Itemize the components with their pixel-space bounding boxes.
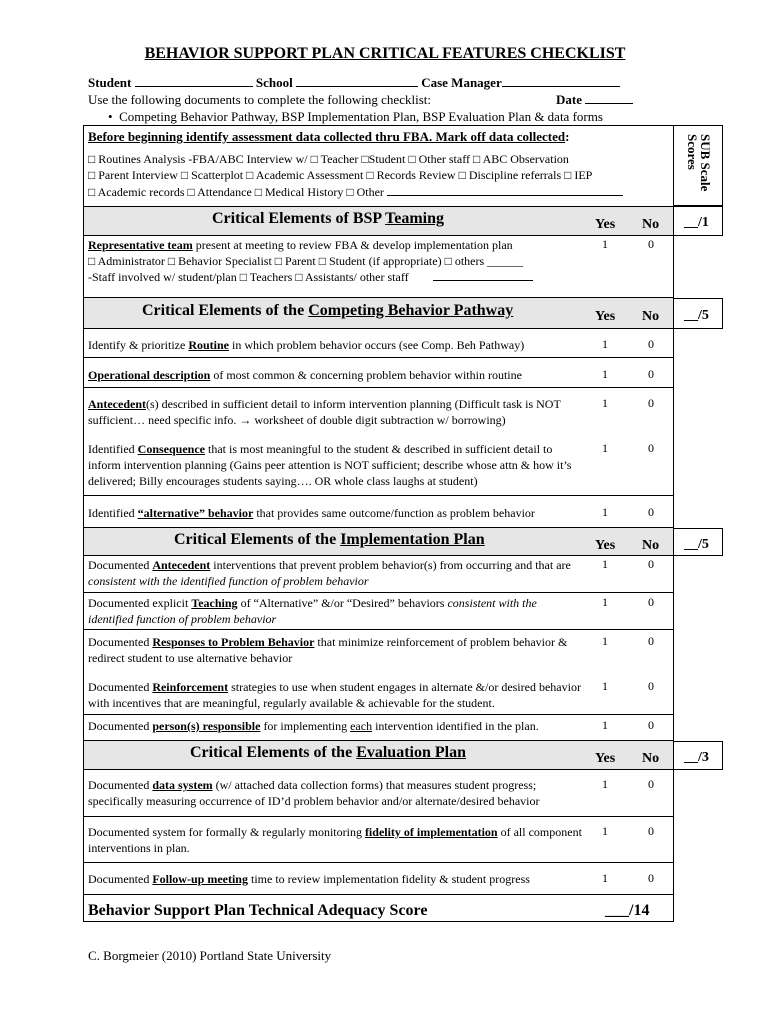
total-label: Behavior Support Plan Technical Adequacy Score	[88, 902, 428, 919]
pathway-title-u: Competing Behavior Pathway	[308, 302, 514, 319]
eval-row-fidelity	[88, 824, 583, 856]
row-text-post: of “Alternative” &/or “Desired” behaviors	[237, 596, 448, 610]
school-field[interactable]	[296, 75, 418, 87]
fidelity-label: fidelity of implementation	[364, 825, 498, 839]
pathway-row-operational	[88, 367, 583, 383]
student-field[interactable]	[135, 75, 253, 87]
fba-line-3-text: □ Academic records □ Attendance □ Medical History □ Other	[88, 185, 384, 199]
yes-value[interactable]: 1	[602, 237, 608, 251]
page-title: BEHAVIOR SUPPORT PLAN CRITICAL FEATURES CHECKLIST	[144, 45, 626, 62]
yes-value[interactable]: 1	[602, 824, 608, 838]
row-text-post: (w/ attached data collection forms) that measures student progress; specifically measuring occurrence of ID’d problem behavior and/or alternate/desired behavior	[88, 778, 540, 808]
document-bullet	[108, 109, 603, 125]
divider	[83, 894, 674, 895]
evaluation-score[interactable]: __/3	[684, 750, 709, 765]
pathway-row-alternative	[88, 505, 583, 521]
teaming-title-pre: Critical Elements of BSP	[212, 210, 386, 227]
teaming-title-u: Teaming	[385, 210, 445, 227]
fba-heading	[88, 129, 569, 145]
pathway-title	[142, 302, 513, 320]
pathway-row-consequence	[88, 441, 583, 489]
impl-row-responses	[88, 634, 583, 666]
implementation-title-u: Implementation Plan	[340, 531, 485, 548]
implementation-score-box	[673, 528, 723, 556]
divider	[83, 769, 674, 770]
total-score[interactable]: ___/14	[605, 902, 650, 919]
row-text-post: of all component interventions in plan.	[88, 825, 582, 855]
date-line	[556, 92, 633, 108]
teaming-score[interactable]: __/1	[684, 215, 709, 230]
row-text-post: that minimize reinforcement of problem behavior & redirect student to use alternative behavior	[88, 635, 568, 665]
date-field[interactable]	[585, 92, 633, 104]
yes-value[interactable]: 1	[602, 557, 608, 571]
no-value[interactable]: 0	[648, 505, 654, 519]
eval-row-data-system	[88, 777, 583, 809]
yes-header: Yes	[595, 751, 616, 766]
yes-value[interactable]: 1	[602, 718, 608, 732]
pathway-row-routine	[88, 337, 583, 353]
bullet-text: Competing Behavior Pathway, BSP Implementation Plan, BSP Evaluation Plan & data forms	[119, 109, 603, 124]
no-value[interactable]: 0	[648, 679, 654, 693]
row-text-post: interventions that prevent problem behavior(s) from occurring and that are	[210, 558, 571, 572]
row-text-pre: Documented	[88, 719, 153, 733]
eval-row-followup	[88, 871, 583, 887]
bullet-icon: •	[108, 109, 113, 124]
student-info-line	[88, 75, 620, 91]
yes-header: Yes	[595, 538, 616, 553]
no-header: No	[642, 309, 660, 324]
fba-heading-text: Before beginning identify assessment data collected thru FBA. Mark off data collected	[88, 129, 566, 144]
fba-colon: :	[565, 129, 570, 144]
divider	[83, 495, 674, 496]
yes-header: Yes	[595, 217, 616, 232]
row-text-pre: Identified	[88, 442, 138, 456]
impl-row-reinforcement	[88, 679, 583, 711]
no-header: No	[642, 538, 660, 553]
row-text-pre: Documented	[88, 558, 153, 572]
student-label: Student	[88, 75, 132, 90]
other-field[interactable]	[387, 184, 623, 196]
divider	[83, 629, 674, 630]
operational-label: Operational description	[88, 368, 211, 382]
evaluation-title-u: Evaluation Plan	[356, 744, 466, 761]
pathway-score[interactable]: __/5	[684, 308, 709, 323]
fba-line-1[interactable]: □ Routines Analysis -FBA/ABC Interview w/ □ Teacher □Student □ Other staff □ ABC Observation	[88, 152, 569, 166]
rep-team-roles[interactable]: □ Administrator □ Behavior Specialist □ Parent □ Student (if appropriate) □ others ______	[88, 254, 524, 268]
footer-credit: C. Borgmeier (2010) Portland State University	[88, 948, 332, 963]
row-text-post: time to review implementation fidelity & student progress	[247, 872, 530, 886]
yes-value[interactable]: 1	[602, 505, 608, 519]
divider	[83, 387, 674, 388]
no-value[interactable]: 0	[648, 595, 654, 609]
alternative-label: “alternative” behavior	[137, 506, 254, 520]
teaming-title	[212, 210, 444, 228]
row-text-post: that is most meaningful to the student & described in sufficient detail to inform intervention planning (Gains peer attention is NOT sufficient; describe whose attn & how it’s delivered; Billy encourages students saying…. OR whole class laughs at student)	[88, 442, 572, 488]
yes-value[interactable]: 1	[602, 441, 608, 455]
divider	[83, 862, 674, 863]
divider	[83, 714, 674, 715]
rep-team-text: present at meeting to review FBA & develop implementation plan	[192, 238, 513, 252]
yes-value[interactable]: 1	[602, 337, 608, 351]
yes-value[interactable]: 1	[602, 871, 608, 885]
row-text-pre: Documented	[88, 778, 153, 792]
instructions: Use the following documents to complete the following checklist:	[88, 92, 431, 107]
teaming-score-box	[673, 206, 723, 236]
responses-label: Responses to Problem Behavior	[152, 635, 315, 649]
rep-team-label: Representative team	[88, 238, 193, 252]
each-label: each	[350, 719, 373, 733]
row-text-pre: Documented system for formally & regularly monitoring	[88, 825, 365, 839]
no-value[interactable]: 0	[648, 367, 654, 381]
case-manager-field[interactable]	[502, 75, 620, 87]
evaluation-score-box	[673, 741, 723, 770]
row-text-post: (s) described in sufficient detail to inform intervention planning (Difficult task is NOT sufficient… need specific info. → worksheet of double digit subtraction w/ borrowing)	[88, 397, 561, 427]
no-value[interactable]: 0	[648, 237, 654, 251]
date-label: Date	[556, 92, 582, 107]
row-text-post: of most common & concerning problem behavior within routine	[210, 368, 522, 382]
yes-value[interactable]: 1	[602, 777, 608, 791]
implementation-title	[174, 531, 485, 549]
teaming-row-1	[88, 237, 583, 285]
routine-label: Routine	[188, 338, 229, 352]
pathway-score-box	[673, 298, 723, 329]
divider	[83, 328, 674, 329]
antecedent-label: Antecedent	[88, 397, 146, 411]
pathway-title-pre: Critical Elements of the	[142, 302, 309, 319]
yes-value[interactable]: 1	[602, 679, 608, 693]
row-text-italic: consistent with the identified function of problem behavior	[88, 596, 537, 626]
pathway-row-antecedent	[88, 396, 583, 428]
impl-row-teaching	[88, 595, 583, 627]
row-text-pre: Identify & prioritize	[88, 338, 189, 352]
row-text-pre: Documented	[88, 635, 153, 649]
row-text-post: that provides same outcome/function as problem behavior	[253, 506, 535, 520]
row-text-post: in which problem behavior occurs (see Comp. Beh Pathway)	[228, 338, 525, 352]
divider	[83, 357, 674, 358]
no-value[interactable]: 0	[648, 634, 654, 648]
rep-team-staff[interactable]: -Staff involved w/ student/plan □ Teachers □ Assistants/ other staff	[88, 270, 409, 284]
no-value[interactable]: 0	[648, 824, 654, 838]
row-text-pre: Documented	[88, 680, 153, 694]
row-text-post: intervention identified in the plan.	[372, 719, 539, 733]
fba-line-3[interactable]	[88, 184, 623, 200]
school-label: School	[255, 75, 293, 90]
reinforcement-label: Reinforcement	[152, 680, 229, 694]
row-text-italic: consistent with the identified function of problem behavior	[88, 574, 369, 588]
no-value[interactable]: 0	[648, 396, 654, 410]
no-value[interactable]: 0	[648, 777, 654, 791]
row-text-pre: Documented	[88, 872, 153, 886]
no-value[interactable]: 0	[648, 871, 654, 885]
no-header: No	[642, 217, 660, 232]
consequence-label: Consequence	[137, 442, 205, 456]
staff-field[interactable]	[433, 269, 533, 281]
teaching-label: Teaching	[191, 596, 238, 610]
yes-value[interactable]: 1	[602, 595, 608, 609]
no-header: No	[642, 751, 660, 766]
yes-value[interactable]: 1	[602, 396, 608, 410]
followup-label: Follow-up meeting	[152, 872, 248, 886]
no-value[interactable]: 0	[648, 441, 654, 455]
no-value[interactable]: 0	[648, 718, 654, 732]
impl-row-antecedent	[88, 557, 583, 589]
impl-row-responsible	[88, 718, 583, 734]
sub-scale-label: SUB Scale Scores	[685, 134, 713, 192]
implementation-score[interactable]: __/5	[684, 537, 709, 552]
divider	[83, 592, 674, 593]
row-text-mid: for implementing	[260, 719, 351, 733]
no-value[interactable]: 0	[648, 557, 654, 571]
case-manager-label: Case Manager	[421, 75, 502, 90]
no-value[interactable]: 0	[648, 337, 654, 351]
yes-value[interactable]: 1	[602, 634, 608, 648]
fba-line-2[interactable]: □ Parent Interview □ Scatterplot □ Academic Assessment □ Records Review □ Discipline referrals □ IEP	[88, 168, 593, 182]
divider	[83, 235, 674, 236]
evaluation-title-pre: Critical Elements of the	[190, 744, 357, 761]
yes-header: Yes	[595, 309, 616, 324]
row-text-post: strategies to use when student engages in alternate &/or desired behavior with incentives that are meaningful, regularly available & achievable for the student.	[88, 680, 581, 710]
sub-scale-header-box	[673, 125, 723, 206]
antecedent-label: Antecedent	[152, 558, 211, 572]
yes-value[interactable]: 1	[602, 367, 608, 381]
implementation-title-pre: Critical Elements of the	[174, 531, 341, 548]
row-text-pre: Documented explicit	[88, 596, 192, 610]
divider	[83, 555, 674, 556]
responsible-label: person(s) responsible	[152, 719, 261, 733]
data-system-label: data system	[152, 778, 213, 792]
row-text-pre: Identified	[88, 506, 138, 520]
evaluation-title	[190, 744, 466, 762]
divider	[83, 816, 674, 817]
